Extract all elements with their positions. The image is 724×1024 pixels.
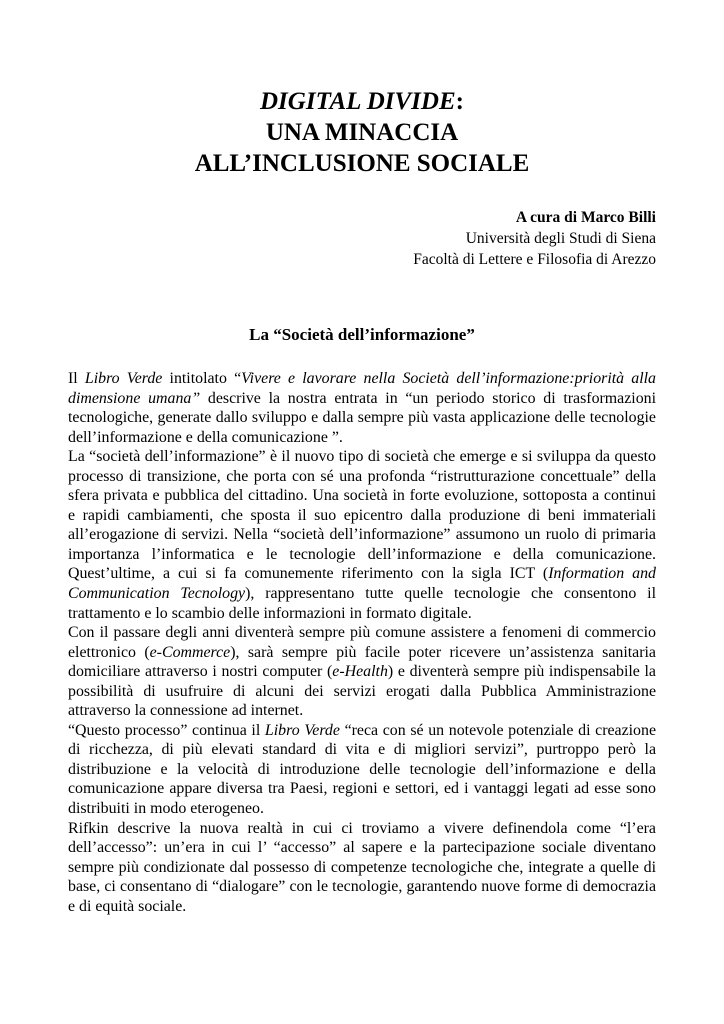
p4-text-a: “Questo processo” continua il: [68, 721, 265, 739]
p2-text-c: ), rappresentano tutte quelle tecnologie che consentono il trattamento e lo scambio delle informazioni in formato digitale.: [68, 585, 656, 622]
section-heading: La “Società dell’informazione”: [249, 325, 475, 344]
paragraph-3: [68, 623, 656, 721]
p4-text-c: “reca con sé un notevole potenziale di creazione di ricchezza, di più elevati standard di vita e di migliori servizi”, purtroppo però la distribuzione e la velocità di introduzione delle tecnologie dell’informazione e della comunicazione appare diversa tra Paesi, regioni e settori, ed i vantaggi legati ad esse sono distribuiti in modo eterogeneo.: [68, 721, 657, 818]
p5-text-a: Rifkin descrive la nuova realtà in cui ci troviamo a vivere definendola come “l’era dell’accesso”: un’era in cui l’ “accesso” al sapere e la partecipazione sociale diventano sempre più condizionate dal possesso di competenze tecnologiche che, integrate a quelle di base, ci consentano di “dialogare” con le tecnologie, garantendo nuove forme di democrazia e di equità sociale.: [68, 819, 656, 915]
p3-italic-ecommerce: e-Commerce: [149, 643, 231, 661]
title-line-2: UNA MINACCIA: [265, 119, 459, 146]
faculty-name: Facoltà di Lettere e Filosofia di Arezzo: [413, 251, 656, 268]
p3-italic-ehealth: e-Health: [332, 663, 388, 681]
title-italic: DIGITAL DIVIDE: [260, 88, 456, 115]
document-title: [0, 86, 724, 179]
p1-text-c: intitolato “: [162, 370, 242, 387]
p1-italic-title: Vivere e lavorare nella Società dell’informazione:priorità alla dimensione umana”: [68, 370, 656, 407]
paragraph-2: [68, 447, 656, 623]
p1-text-a: Il: [68, 370, 85, 387]
paragraph-4: [68, 721, 656, 819]
title-colon: :: [455, 88, 464, 115]
p3-text-c: ), sarà sempre più facile poter ricevere un’assistenza sanitaria domiciliare attraverso i nostri computer (: [68, 643, 656, 681]
p2-italic-ict: Information and Communication Tecnology: [68, 565, 656, 603]
p1-text-e: descrive la nostra entrata in “un periodo storico di trasformazioni tecnologiche, generate dallo sviluppo e dalla sempre più vasta applicazione delle tecnologie dell’informazione e della comunicazione ”.: [68, 389, 656, 446]
p2-text-a: La “società dell’informazione” è il nuovo tipo di società che emerge e si sviluppa da questo processo di transizione, che porta con sé una profonda “ristrutturazione concettuale” della sfera privata e pubblica del cittadino. Una società in forte evoluzione, sottoposta a continui e rapidi cambiamenti, che sposta il suo epicentro dalla produzione di beni immateriali all’erogazione di servizi. Nella “società dell’informazione” assumono un ruolo di primaria importanza l’informatica e le tecnologie dell’informazione e della comunicazione. Quest’ultime, a cui si fa comunemente riferimento con la sigla ICT (: [68, 448, 656, 583]
p1-italic-book: Libro Verde: [84, 370, 163, 387]
author-name: A cura di Marco Billi: [515, 209, 656, 226]
body-text: [68, 369, 656, 916]
author-affiliation: [413, 207, 656, 270]
p3-text-a: Con il passare degli anni diventerà sempre più comune assistere a fenomeni di commercio elettronico (: [68, 624, 656, 661]
paragraph-1: [68, 369, 656, 447]
p3-text-e: ) e diventerà sempre più indispensabile la possibilità di usufruire di alcuni dei servizi erogati dalla Pubblica Amministrazione attraverso la connessione ad internet.: [68, 663, 656, 720]
paragraph-5: [68, 819, 656, 917]
title-line-3: ALL’INCLUSIONE SOCIALE: [194, 150, 530, 177]
university-name: Università degli Studi di Siena: [465, 230, 656, 247]
title-line-1: [0, 86, 724, 117]
p4-italic-book: Libro Verde: [264, 721, 340, 739]
